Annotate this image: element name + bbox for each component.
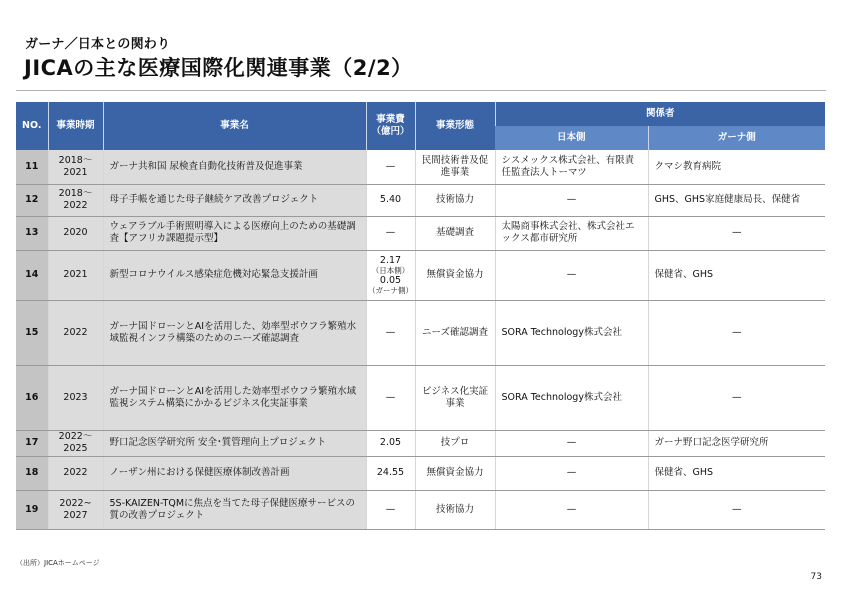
cell-ghana-side: — (648, 300, 825, 365)
cell-ghana-side: — (648, 490, 825, 529)
cell-name: 野口記念医学研究所 安全･質管理向上プロジェクト (103, 430, 366, 456)
table-row (16, 184, 825, 216)
cell-cost (366, 250, 415, 300)
col-header-japan-side: 日本側 (495, 126, 648, 150)
cell-japan-side: SORA Technology株式会社 (495, 365, 648, 430)
cell-japan-side: — (495, 430, 648, 456)
cell-no: 17 (16, 430, 48, 456)
cell-ghana-side: — (648, 216, 825, 250)
col-header-ghana-side: ガーナ側 (648, 126, 825, 150)
cell-form: 技術協力 (415, 184, 495, 216)
cell-ghana-side: ガーナ野口記念医学研究所 (648, 430, 825, 456)
cell-form: 民間技術普及促進事業 (415, 150, 495, 184)
cell-ghana-side: GHS、GHS家庭健康局長、保健省 (648, 184, 825, 216)
cost-japan-note: （日本側） (371, 266, 410, 275)
table-row (16, 150, 825, 184)
cell-form: 基礎調査 (415, 216, 495, 250)
cell-form: ビジネス化実証事業 (415, 365, 495, 430)
cell-period: 2021 (48, 250, 103, 300)
cell-period: 2022 (48, 300, 103, 365)
page-title: JICAの主な医療国際化関連事業（2/2） (24, 56, 413, 80)
source-note: （出所）JICAホームページ (16, 559, 100, 567)
cell-ghana-side: 保健省、GHS (648, 250, 825, 300)
cost-ghana-note: （ガーナ側） (368, 286, 413, 295)
table-row (16, 456, 825, 490)
cell-period: 2022 (48, 456, 103, 490)
cell-japan-side: SORA Technology株式会社 (495, 300, 648, 365)
table-row (16, 300, 825, 365)
cell-japan-side: シスメックス株式会社、有限責任監査法人トーマツ (495, 150, 648, 184)
cell-period: 2022~ 2027 (48, 490, 103, 529)
cell-name: ウェアラブル手術照明導入による医療向上のための基礎調査【アフリカ課題提示型】 (103, 216, 366, 250)
cell-ghana-side: — (648, 365, 825, 430)
col-header-period: 事業時期 (48, 102, 103, 150)
cell-period: 2018～ 2022 (48, 184, 103, 216)
cell-cost: — (366, 150, 415, 184)
cell-form: 無償資金協力 (415, 456, 495, 490)
cell-ghana-side: 保健省、GHS (648, 456, 825, 490)
cell-period: 2018～ 2021 (48, 150, 103, 184)
cell-no: 15 (16, 300, 48, 365)
cell-japan-side: — (495, 184, 648, 216)
cell-no: 19 (16, 490, 48, 529)
cell-cost: 5.40 (366, 184, 415, 216)
title-divider (16, 90, 826, 91)
cell-japan-side: — (495, 456, 648, 490)
cell-no: 11 (16, 150, 48, 184)
col-header-form: 事業形態 (415, 102, 495, 150)
cell-name: ガーナ国ドローンとAIを活用した、効率型ボウフラ繁殖水域監視インフラ構築のためのニーズ確認調査 (103, 300, 366, 365)
cell-form: 技プロ (415, 430, 495, 456)
cell-name: ガーナ国ドローンとAIを活用した効率型ボウフラ繁殖水域監視システム構築にかかるビジネス化実証事業 (103, 365, 366, 430)
cell-name: ノーザン州における保健医療体制改善計画 (103, 456, 366, 490)
projects-table (16, 102, 825, 530)
table-row (16, 430, 825, 456)
cell-japan-side: 太陽商事株式会社、株式会社エックス都市研究所 (495, 216, 648, 250)
cell-name: 新型コロナウイルス感染症危機対応緊急支援計画 (103, 250, 366, 300)
cell-cost: — (366, 490, 415, 529)
table-row (16, 216, 825, 250)
cell-form: 技術協力 (415, 490, 495, 529)
col-header-stakeholders: 関係者 (495, 102, 825, 126)
cell-period: 2020 (48, 216, 103, 250)
cell-cost: — (366, 300, 415, 365)
table-row (16, 365, 825, 430)
section-subtitle: ガーナ／日本との関わり (25, 37, 171, 52)
cell-name: 母子手帳を通じた母子継続ケア改善プロジェクト (103, 184, 366, 216)
cell-period: 2023 (48, 365, 103, 430)
table-row (16, 490, 825, 529)
cost-japan-value: 2.17 (379, 255, 402, 266)
cell-japan-side: — (495, 250, 648, 300)
page-number: 73 (810, 572, 822, 582)
cell-japan-side: — (495, 490, 648, 529)
cell-name: ガーナ共和国 尿検査自動化技術普及促進事業 (103, 150, 366, 184)
cell-cost: 24.55 (366, 456, 415, 490)
cell-no: 18 (16, 456, 48, 490)
col-header-name: 事業名 (103, 102, 366, 150)
col-header-cost (366, 102, 415, 150)
cell-period: 2022～ 2025 (48, 430, 103, 456)
col-header-no: NO. (16, 102, 48, 150)
col-header-cost-label: 事業費（億円） (371, 114, 410, 137)
cell-cost: 2.05 (366, 430, 415, 456)
cell-no: 16 (16, 365, 48, 430)
cell-form: ニーズ確認調査 (415, 300, 495, 365)
table-row (16, 250, 825, 300)
cost-ghana-value: 0.05 (379, 275, 402, 286)
cell-form: 無償資金協力 (415, 250, 495, 300)
cell-no: 12 (16, 184, 48, 216)
cell-cost: — (366, 216, 415, 250)
cell-cost: — (366, 365, 415, 430)
cell-name: 5S-KAIZEN-TQMに焦点を当てた母子保健医療サービスの質の改善プロジェクト (103, 490, 366, 529)
cell-no: 13 (16, 216, 48, 250)
cell-ghana-side: クマシ教育病院 (648, 150, 825, 184)
cell-no: 14 (16, 250, 48, 300)
